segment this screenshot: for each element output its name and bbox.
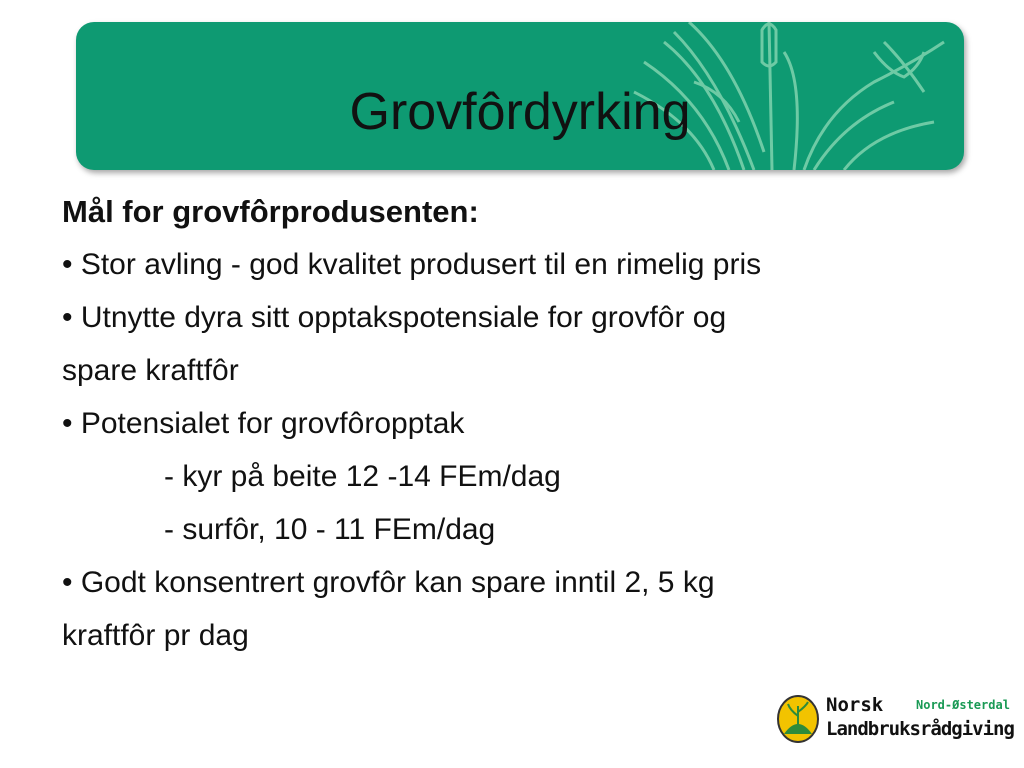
slide-body	[62, 186, 962, 662]
sub-item: - kyr på beite 12 -14 FEm/dag	[164, 460, 561, 493]
slide-title: Grovfôrdyrking	[349, 83, 691, 141]
bullet-line: • Utnytte dyra sitt opptakspotensiale for grovfôr og	[62, 301, 727, 334]
bullet-continuation: spare kraftfôr	[62, 354, 239, 387]
sub-item: - surfôr, 10 - 11 FEm/dag	[164, 513, 496, 546]
logo-name-line2: Landbruksrådgiving	[826, 718, 1014, 740]
logo-region: Nord-Østerdal	[916, 698, 1010, 712]
organization-logo	[774, 692, 1014, 748]
logo-name-line1: Norsk	[826, 694, 884, 716]
logo-emblem-icon	[776, 694, 820, 744]
bullet-line: • Potensialet for grovfôropptak	[62, 407, 465, 440]
body-heading: Mål for grovfôrprodusenten:	[62, 194, 479, 229]
title-banner	[76, 22, 964, 170]
bullet-line: • Stor avling - god kvalitet produsert til en rimelig pris	[62, 248, 762, 281]
bullet-line: • Godt konsentrert grovfôr kan spare inntil 2, 5 kg	[62, 566, 715, 599]
bullet-continuation: kraftfôr pr dag	[62, 619, 249, 652]
